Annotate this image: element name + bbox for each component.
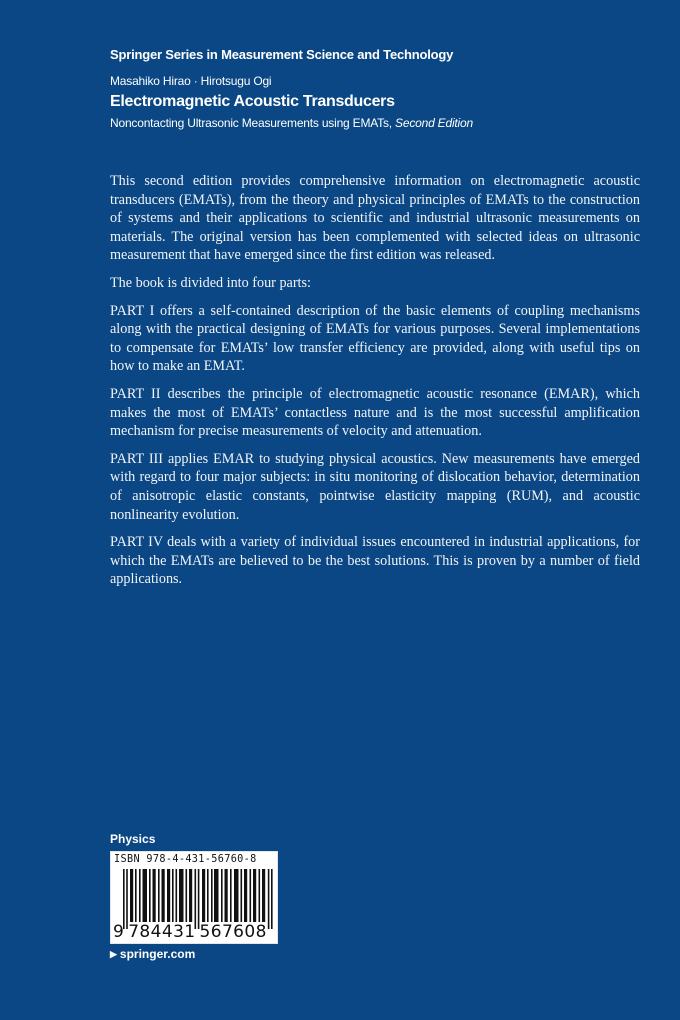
ean-digits	[113, 922, 267, 942]
description-part-2: PART II describes the principle of electromagnetic acoustic resonance (EMAR), which makes the most of EMATs’ contactless nature and is the most successful amplification mechanism for precise measurements of velocity and attenuation.	[110, 385, 640, 440]
description-intro: This second edition provides comprehensive information on electromagnetic acoustic transducers (EMATs), from the theory and physical principles of EMATs to the construction of systems and their applications to scientific and industrial ultrasonic measurements on materials. The original version has been complemented with selected ideas on ultrasonic measurement that have emerged since the first edition was released.	[110, 173, 640, 264]
series-name: Springer Series in Measurement Science and Technology	[110, 47, 454, 62]
subject-category: Physics	[110, 832, 156, 846]
ean-first-digit: 9	[113, 922, 125, 942]
subtitle-text: Noncontacting Ultrasonic Measurements using EMATs,	[110, 116, 396, 130]
publisher-website-link[interactable]	[110, 946, 195, 962]
edition-label: Second Edition	[395, 116, 473, 130]
book-subtitle	[110, 115, 650, 131]
book-title: Electromagnetic Acoustic Transducers	[110, 93, 395, 110]
description-part-3: PART III applies EMAR to studying physical acoustics. New measurements have emerged with regard to four major subjects: in situ monitoring of dislocation behavior, determination of anisotropic elastic constants, pointwise elasticity mapping (RUM), and acoustic nonlinearity evolution.	[110, 450, 640, 523]
ean-left-digits: 784431	[128, 922, 196, 942]
isbn-label: ISBN 978-4-431-56760-8	[114, 854, 257, 865]
authors: Masahiko Hirao · Hirotsugu Ogi	[110, 74, 272, 88]
barcode-bars-icon	[123, 869, 273, 929]
isbn-barcode	[110, 851, 278, 944]
play-arrow-icon: ▶	[110, 949, 117, 959]
ean-right-digits: 567608	[199, 922, 267, 942]
description-part-1: PART I offers a self-contained description of the basic elements of coupling mechanisms along with the practical designing of EMATs for various purposes. Several implementations to compensate for EMATs’ low transfer efficiency are provided, along with useful tips on how to make an EMAT.	[110, 302, 640, 375]
description	[110, 172, 640, 598]
cover-header	[110, 46, 650, 131]
publisher-website-text: springer.com	[119, 947, 196, 961]
description-part-4: PART IV deals with a variety of individual issues encountered in industrial applications, for which the EMATs are believed to be the best solutions. This is proven by a number of field applications.	[110, 534, 640, 588]
description-parts-intro: The book is divided into four parts:	[110, 274, 311, 291]
